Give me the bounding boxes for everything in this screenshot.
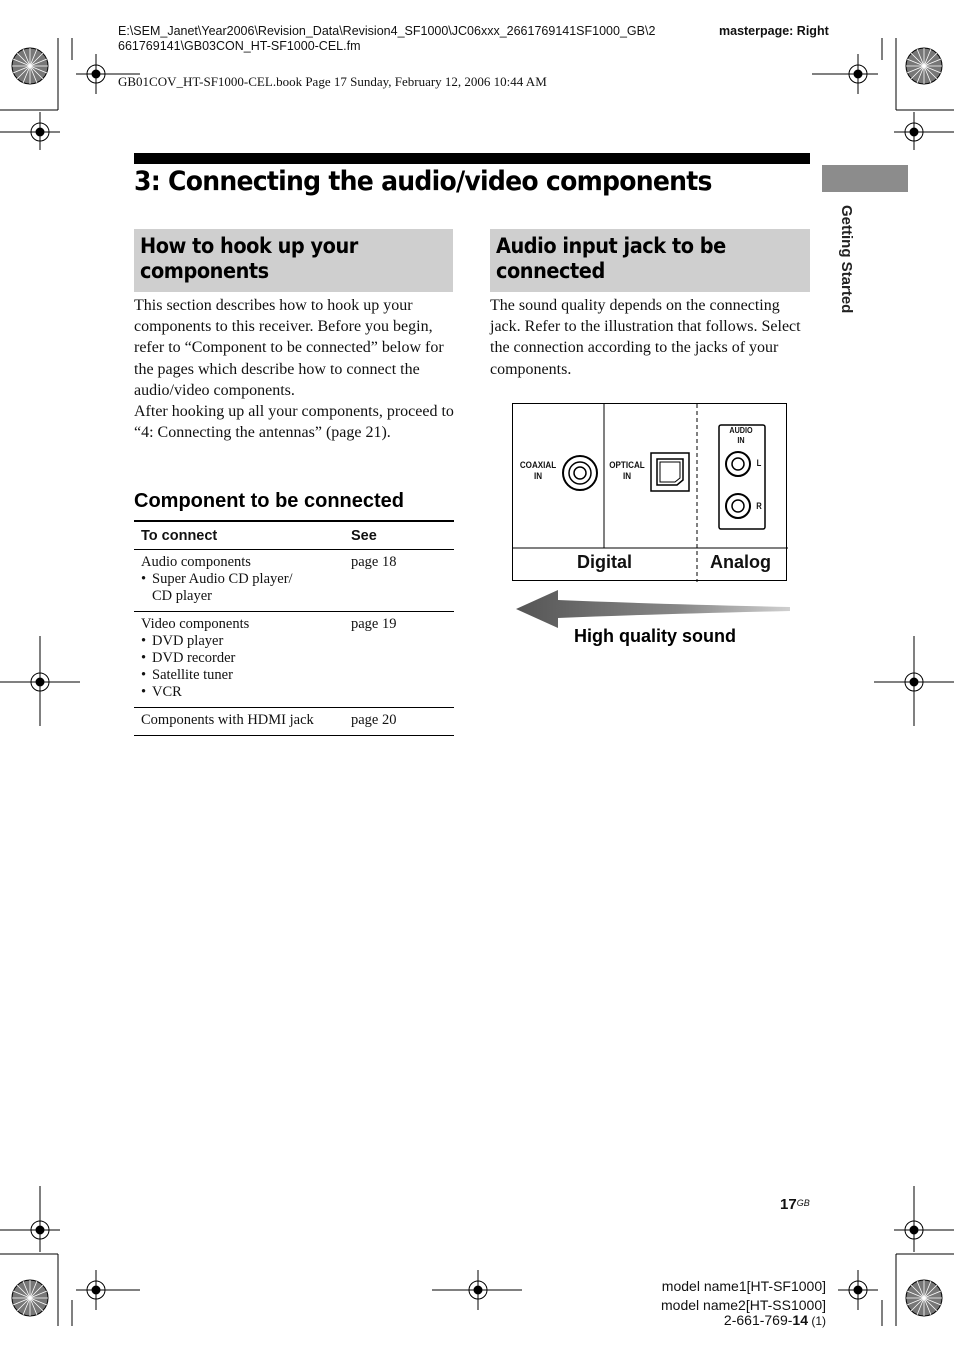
page-ref: page 20 [351,712,397,728]
audio-in-label: AUDIO IN [729,425,753,445]
masterpage-label: masterpage: Right [719,24,829,38]
footer-model1: model name1[HT-SF1000] [661,1278,826,1294]
component-subheading: Component to be connected [134,490,404,512]
book-info: GB01COV_HT-SF1000-CEL.book Page 17 Sunday, February 12, 2006 10:44 AM [118,74,547,89]
table-header [134,522,454,550]
col-to-connect: To connect [141,527,218,544]
list-item: • VCR [141,684,182,700]
registration-mark-icon [8,1276,52,1320]
section-heading-hookup: How to hook up your components [134,229,453,292]
file-path: E:\SEM_Janet\Year2006\Revision_Data\Revision4_SF1000\JC06xxx_2661769141SF1000_GB\2 661769141\GB03CON_HT-SF1000-CEL.fm [118,24,656,53]
section-heading-audio-input: Audio input jack to be connected [490,229,810,292]
page-title: 3: Connecting the audio/video components [134,166,712,197]
coaxial-label: COAXIAL IN [519,460,557,482]
page-ref: page 18 [351,554,397,570]
section-tab-marker [822,165,908,192]
page-number: $17^{GB}$ [780,1196,810,1213]
optical-label: OPTICAL IN [609,460,645,482]
title-rule [134,153,810,164]
list-item: • Super Audio CD player/ [141,571,293,587]
coaxial-jack-icon [561,454,599,492]
component-table [134,520,454,736]
footer-model2: model name2[HT-SS1000] [661,1297,826,1313]
digital-label: Digital [577,552,633,572]
analog-label: Analog [710,552,771,572]
list-item: • DVD player [141,633,224,649]
table-row: Components with HDMI jack page 20 [134,708,454,736]
right-channel-label: R [756,501,762,511]
col-see: See [351,527,377,544]
left-channel-label: L [756,458,762,468]
intro-paragraph-2: After hooking up all your components, proceed to “4: Connecting the antennas” (page 21). [134,403,454,442]
list-item: CD player [152,588,212,604]
section-tab-label: Getting Started [838,205,855,314]
quality-label: High quality sound [574,626,736,646]
arrow-left-icon [514,588,790,630]
registration-mark-icon [902,1276,946,1320]
intro-paragraph: This section describes how to hook up your components to this receiver. Before you begin, refer to “Component to be connected” below for the pages which describe how to connect the audio/video components. [134,297,444,399]
footer-code: 2-661-769-14 (1) [723,1312,826,1328]
list-item: • DVD recorder [141,650,236,666]
audio-input-text: The sound quality depends on the connecting jack. Refer to the illustration that follows. Select the connection according to the jacks of your components. [490,297,801,378]
jack-diagram [512,403,787,581]
page-ref: page 19 [351,616,397,632]
registration-mark-icon [902,44,946,88]
table-row: Video components • DVD player • DVD recorder • Satellite tuner • VCR page 19 [134,612,454,708]
optical-jack-icon [650,452,690,492]
intro-text [134,295,456,443]
table-row: Audio components • Super Audio CD player/ CD player page 18 [134,550,454,612]
registration-mark-icon [8,44,52,88]
list-item: • Satellite tuner [141,667,233,683]
